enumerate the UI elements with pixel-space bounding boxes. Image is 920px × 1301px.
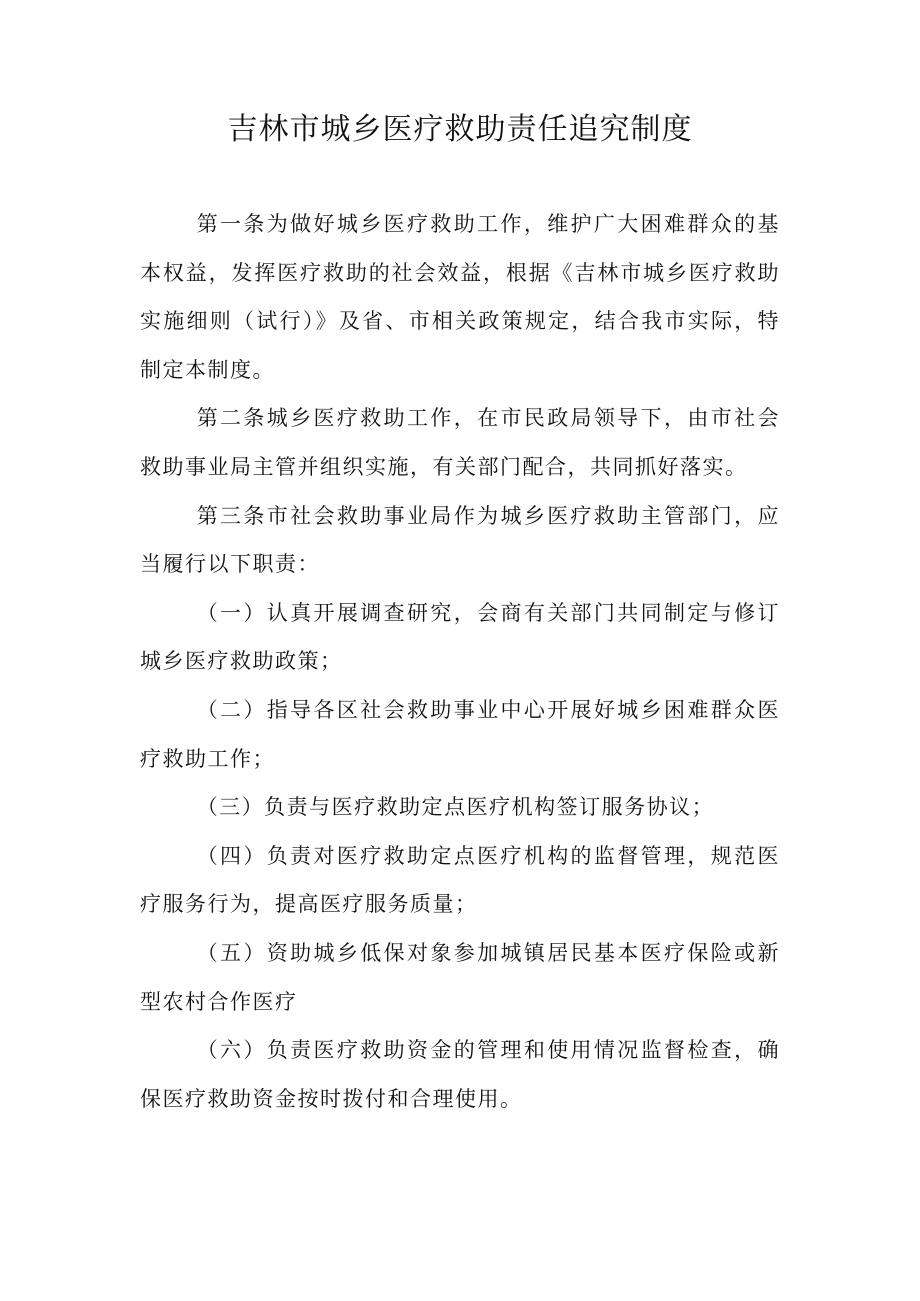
duty-item-1: （一）认真开展调查研究，会商有关部门共同制定与修订城乡医疗救助政策； — [140, 600, 780, 674]
document-body — [140, 200, 780, 1123]
article-2-paragraph: 第二条城乡医疗救助工作，在市民政局领导下，由市社会救助事业局主管并组织实施，有关部门配合，共同抓好落实。 — [140, 406, 780, 479]
duty-item-6: （六）负责医疗救助资金的管理和使用情况监督检查，确保医疗救助资金按时拨付和合理使用。 — [140, 1038, 780, 1111]
article-1-paragraph: 第一条为做好城乡医疗救助工作，维护广大困难群众的基本权益，发挥医疗救助的社会效益，根据《吉林市城乡医疗救助实施细则（试行）》及省、市相关政策规定，结合我市实际，特制定本制度。 — [140, 212, 780, 382]
article-3-paragraph: 第三条市社会救助事业局作为城乡医疗救助主管部门，应当履行以下职责： — [140, 503, 780, 577]
duty-item-5: （五）资助城乡低保对象参加城镇居民基本医疗保险或新型农村合作医疗 — [140, 940, 780, 1014]
duty-item-2: （二）指导各区社会救助事业中心开展好城乡困难群众医疗救助工作； — [140, 697, 780, 771]
document-title: 吉林市城乡医疗救助责任追究制度 — [227, 112, 693, 147]
duty-item-3: （三）负责与医疗救助定点医疗机构签订服务协议； — [196, 795, 715, 820]
duty-item-4: （四）负责对医疗救助定点医疗机构的监督管理，规范医疗服务行为，提高医疗服务质量； — [140, 843, 780, 917]
